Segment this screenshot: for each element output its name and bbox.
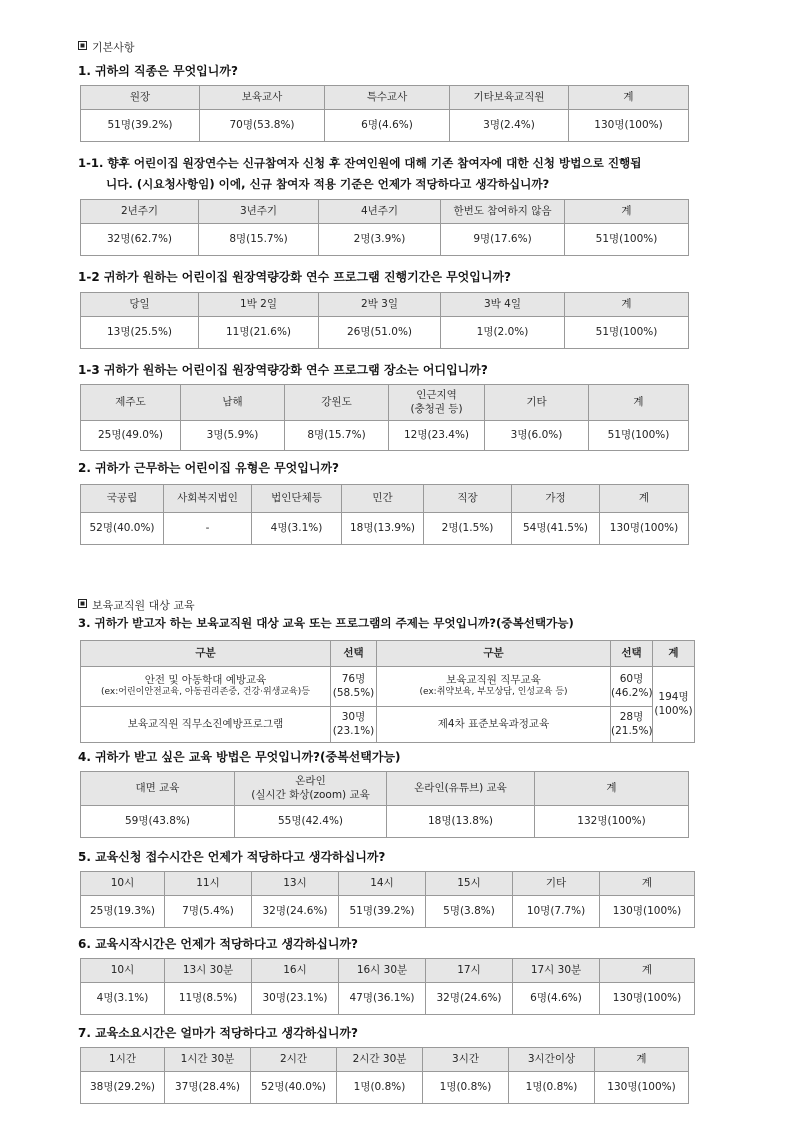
question-1-2-title: 1-2 귀하가 원하는 어린이집 원장역량강화 연수 프로그램 진행기간은 무엇입니까? [78,270,512,284]
header-cell: 구분 [377,641,611,667]
header-cell: 당일 [81,293,199,317]
value-cell: 3명(2.4%) [450,110,569,142]
value-cell: 1명(0.8%) [509,1072,595,1104]
value-cell: 130명(100%) [600,896,695,928]
header-cell: 1박 2일 [199,293,319,317]
header-cell: 법인단체등 [252,485,342,513]
header-cell: 16시 [252,959,339,983]
question-1-1-title-line1: 1-1. 향후 어린이집 원장연수는 신규참여자 신청 후 잔여인원에 대해 기존 참여자에 대한 신청 방법으로 진행됩 [78,156,642,170]
value-cell: 32명(24.6%) [426,983,513,1015]
value-cell: 132명(100%) [535,806,689,838]
topic-cell: 보육교직원 직무교육 (ex:취약보육, 부모상담, 인성교육 등) [377,667,611,707]
header-cell: 사회복지법인 [164,485,252,513]
header-cell: 1시간 30분 [165,1048,251,1072]
header-cell: 계 [565,200,689,224]
value-cell: 9명(17.6%) [441,224,565,256]
question-4-title: 4. 귀하가 받고 싶은 교육 방법은 무엇입니까?(중복선택가능) [78,750,401,764]
question-1-2-table [80,292,689,349]
value-cell: 28명 (21.5%) [611,707,653,743]
question-1-table [80,85,689,142]
square-bullet-icon [78,41,87,50]
value-cell: 130명(100%) [600,983,695,1015]
value-cell: 10명(7.7%) [513,896,600,928]
value-cell: 51명(100%) [565,317,689,349]
value-cell: 6명(4.6%) [325,110,450,142]
value-cell: 1명(0.8%) [423,1072,509,1104]
header-cell: 계 [589,385,689,421]
header-cell: 2시간 30분 [337,1048,423,1072]
question-2-title: 2. 귀하가 근무하는 어린이집 유형은 무엇입니까? [78,461,340,475]
value-cell: 26명(51.0%) [319,317,441,349]
header-cell: 가정 [512,485,600,513]
header-cell: 17시 [426,959,513,983]
value-cell: 130명(100%) [600,513,689,545]
value-cell: 3명(5.9%) [181,421,285,451]
value-cell: 25명(19.3%) [81,896,165,928]
value-cell: 38명(29.2%) [81,1072,165,1104]
question-3-title: 3. 귀하가 받고자 하는 보육교직원 대상 교육 또는 프로그램의 주제는 무엇입니까?(중복선택가능) [78,616,574,630]
header-cell: 제주도 [81,385,181,421]
header-cell: 3박 4일 [441,293,565,317]
value-cell: 1명(2.0%) [441,317,565,349]
header-cell: 국공립 [81,485,164,513]
question-6-title: 6. 교육시작시간은 언제가 적당하다고 생각하십니까? [78,937,359,951]
value-cell: 59명(43.8%) [81,806,235,838]
value-cell: 52명(40.0%) [81,513,164,545]
value-cell: 11명(21.6%) [199,317,319,349]
value-cell: 13명(25.5%) [81,317,199,349]
value-cell: 18명(13.8%) [387,806,535,838]
value-cell: 54명(41.5%) [512,513,600,545]
header-cell: 한번도 참여하지 않음 [441,200,565,224]
question-7-table [80,1047,689,1104]
value-cell: 8명(15.7%) [285,421,389,451]
header-cell: 보육교사 [200,86,325,110]
header-cell: 2박 3일 [319,293,441,317]
header-cell: 온라인(유튜브) 교육 [387,772,535,806]
value-cell: 60명 (46.2%) [611,667,653,707]
value-cell: 51명(100%) [565,224,689,256]
square-bullet-icon [78,599,87,608]
question-5-title: 5. 교육신청 접수시간은 언제가 적당하다고 생각하십니까? [78,850,386,864]
value-cell: 51명(100%) [589,421,689,451]
header-cell: 13시 30분 [165,959,252,983]
value-cell: 4명(3.1%) [81,983,165,1015]
value-cell: 52명(40.0%) [251,1072,337,1104]
question-5-table [80,871,695,928]
value-cell: 30명 (23.1%) [331,707,377,743]
value-cell: 2명(3.9%) [319,224,441,256]
question-1-title: 1. 귀하의 직종은 무엇입니까? [78,64,238,78]
header-cell: 민간 [342,485,424,513]
header-cell: 2시간 [251,1048,337,1072]
header-cell: 기타보육교직원 [450,86,569,110]
value-cell: 130명(100%) [569,110,689,142]
value-cell: 47명(36.1%) [339,983,426,1015]
header-cell: 16시 30분 [339,959,426,983]
header-cell: 계 [595,1048,689,1072]
header-cell: 남해 [181,385,285,421]
topic-cell: 제4차 표준보육과정교육 [377,707,611,743]
header-cell: 계 [569,86,689,110]
question-1-1-title-line2: 니다. (시요청사항임) 이에, 신규 참여자 적용 기준은 언제가 적당하다고 생각하십니까? [106,177,550,191]
value-cell: 11명(8.5%) [165,983,252,1015]
value-cell: 55명(42.4%) [235,806,387,838]
question-1-1-table [80,199,689,256]
value-cell: 32명(24.6%) [252,896,339,928]
header-cell: 계 [600,872,695,896]
topic-cell: 보육교직원 직무소진예방프로그램 [81,707,331,743]
header-cell: 기타 [485,385,589,421]
question-1-3-title: 1-3 귀하가 원하는 어린이집 원장역량강화 연수 프로그램 장소는 어디입니까? [78,363,488,377]
header-cell: 원장 [81,86,200,110]
header-cell: 기타 [513,872,600,896]
value-cell: 2명(1.5%) [424,513,512,545]
header-cell: 계 [600,959,695,983]
section-heading-basic: 기본사항 [78,39,135,55]
value-cell: 51명(39.2%) [81,110,200,142]
header-cell: 10시 [81,872,165,896]
header-cell: 3시간 [423,1048,509,1072]
header-cell: 11시 [165,872,252,896]
value-cell: 3명(6.0%) [485,421,589,451]
header-cell: 온라인 (실시간 화상(zoom) 교육 [235,772,387,806]
header-cell: 계 [600,485,689,513]
value-cell: 32명(62.7%) [81,224,199,256]
header-cell: 직장 [424,485,512,513]
header-cell: 인근지역 (충청권 등) [389,385,485,421]
value-cell: 12명(23.4%) [389,421,485,451]
header-cell: 강원도 [285,385,389,421]
question-3-table [80,640,695,743]
value-cell: 51명(39.2%) [339,896,426,928]
value-cell: 25명(49.0%) [81,421,181,451]
value-cell: 5명(3.8%) [426,896,513,928]
header-cell: 4년주기 [319,200,441,224]
header-cell: 계 [565,293,689,317]
value-cell: 130명(100%) [595,1072,689,1104]
total-cell: 194명 (100%) [653,667,695,743]
value-cell: 1명(0.8%) [337,1072,423,1104]
header-cell: 2년주기 [81,200,199,224]
question-7-title: 7. 교육소요시간은 얼마가 적당하다고 생각하십니까? [78,1026,359,1040]
header-cell: 15시 [426,872,513,896]
value-cell: 8명(15.7%) [199,224,319,256]
value-cell: 4명(3.1%) [252,513,342,545]
value-cell: 30명(23.1%) [252,983,339,1015]
header-cell: 선택 [611,641,653,667]
value-cell: 7명(5.4%) [165,896,252,928]
question-1-3-table [80,384,689,451]
header-cell: 13시 [252,872,339,896]
value-cell: 76명 (58.5%) [331,667,377,707]
header-cell: 10시 [81,959,165,983]
question-6-table [80,958,695,1015]
header-cell: 1시간 [81,1048,165,1072]
section-heading-staff-education: 보육교직원 대상 교육 [78,597,195,613]
header-cell: 3년주기 [199,200,319,224]
question-2-table [80,484,689,545]
header-cell: 대면 교육 [81,772,235,806]
value-cell: 6명(4.6%) [513,983,600,1015]
header-cell: 14시 [339,872,426,896]
value-cell: - [164,513,252,545]
header-cell: 계 [653,641,695,667]
header-cell: 특수교사 [325,86,450,110]
header-cell: 구분 [81,641,331,667]
header-cell: 3시간이상 [509,1048,595,1072]
header-cell: 계 [535,772,689,806]
value-cell: 70명(53.8%) [200,110,325,142]
header-cell: 선택 [331,641,377,667]
value-cell: 18명(13.9%) [342,513,424,545]
value-cell: 37명(28.4%) [165,1072,251,1104]
question-4-table [80,771,689,838]
header-cell: 17시 30분 [513,959,600,983]
topic-cell: 안전 및 아동학대 예방교육 (ex:어린이안전교육, 아동권리존중, 건강·위생교육)등 [81,667,331,707]
